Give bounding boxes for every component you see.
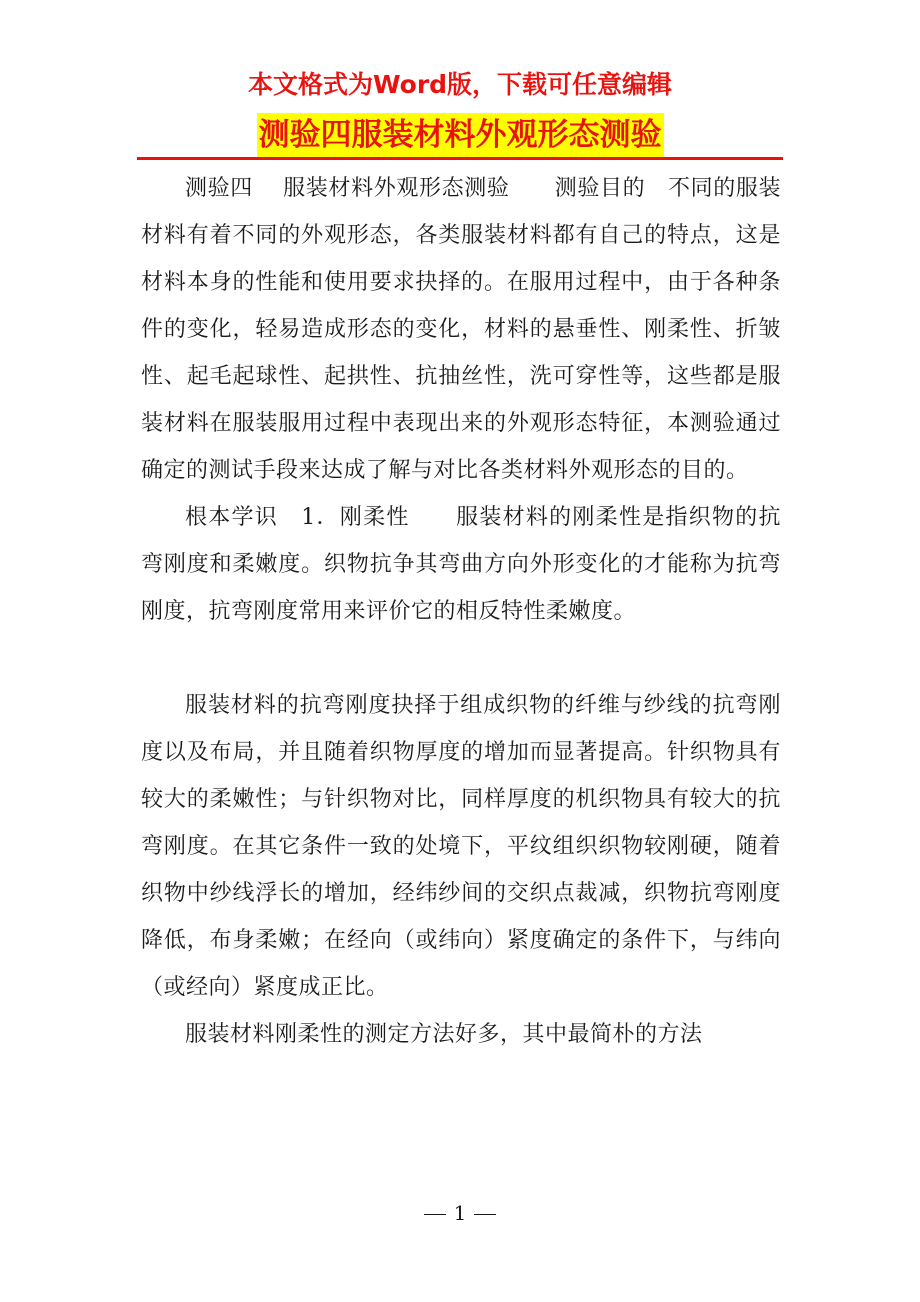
footer-dash-right [474,1214,496,1215]
page-number: 1 [453,1201,467,1225]
paragraph-methods: 服装材料刚柔性的测定方法好多，其中最简朴的方法 [185,1022,703,1047]
title-container [0,113,920,157]
document-body [141,165,781,1058]
footer-dash-left [424,1214,446,1215]
paragraph-basic-knowledge: 根本学识 1．刚柔性 服装材料的刚柔性是指织物的抗弯刚度和柔嫩度。织物抗争其弯曲方向外形变化的才能称为抗弯刚度，抗弯刚度常用来评价它的相反特性柔嫩度。 [141,505,781,624]
paragraph-intro: 测验四 服装材料外观形态测验 测验目的 不同的服装材料有着不同的外观形态，各类服装材料都有自己的特点，这是材料本身的性能和使用要求抉择的。在服用过程中，由于各种条件的变化，轻易造成形态的变化，材料的悬垂性、刚柔性、折皱性、起毛起球性、起拱性、抗抽丝性，洗可穿性等，这些都是服装材料在服装服用过程中表现出来的外观形态特征，本测验通过确定的测试手段来达成了解与对比各类材料外观形态的目的。 [141,176,781,483]
document-title: 测验四服装材料外观形态测验 [257,113,664,157]
title-divider [137,157,783,160]
format-notice: 本文格式为Word版，下载可任意编辑 [247,70,673,99]
paragraph-stiffness: 服装材料的抗弯刚度抉择于组成织物的纤维与纱线的抗弯刚度以及布局，并且随着织物厚度的增加而显著提高。针织物具有较大的柔嫩性；与针织物对比，同样厚度的机织物具有较大的抗弯刚度。在其它条件一致的处境下，平纹组织织物较刚硬，随着织物中纱线浮长的增加，经纬纱间的交织点裁减，织物抗弯刚度降低，布身柔嫩；在经向（或纬向）紧度确定的条件下，与纬向（或经向）紧度成正比。 [141,693,781,1000]
page-footer [0,1198,920,1228]
